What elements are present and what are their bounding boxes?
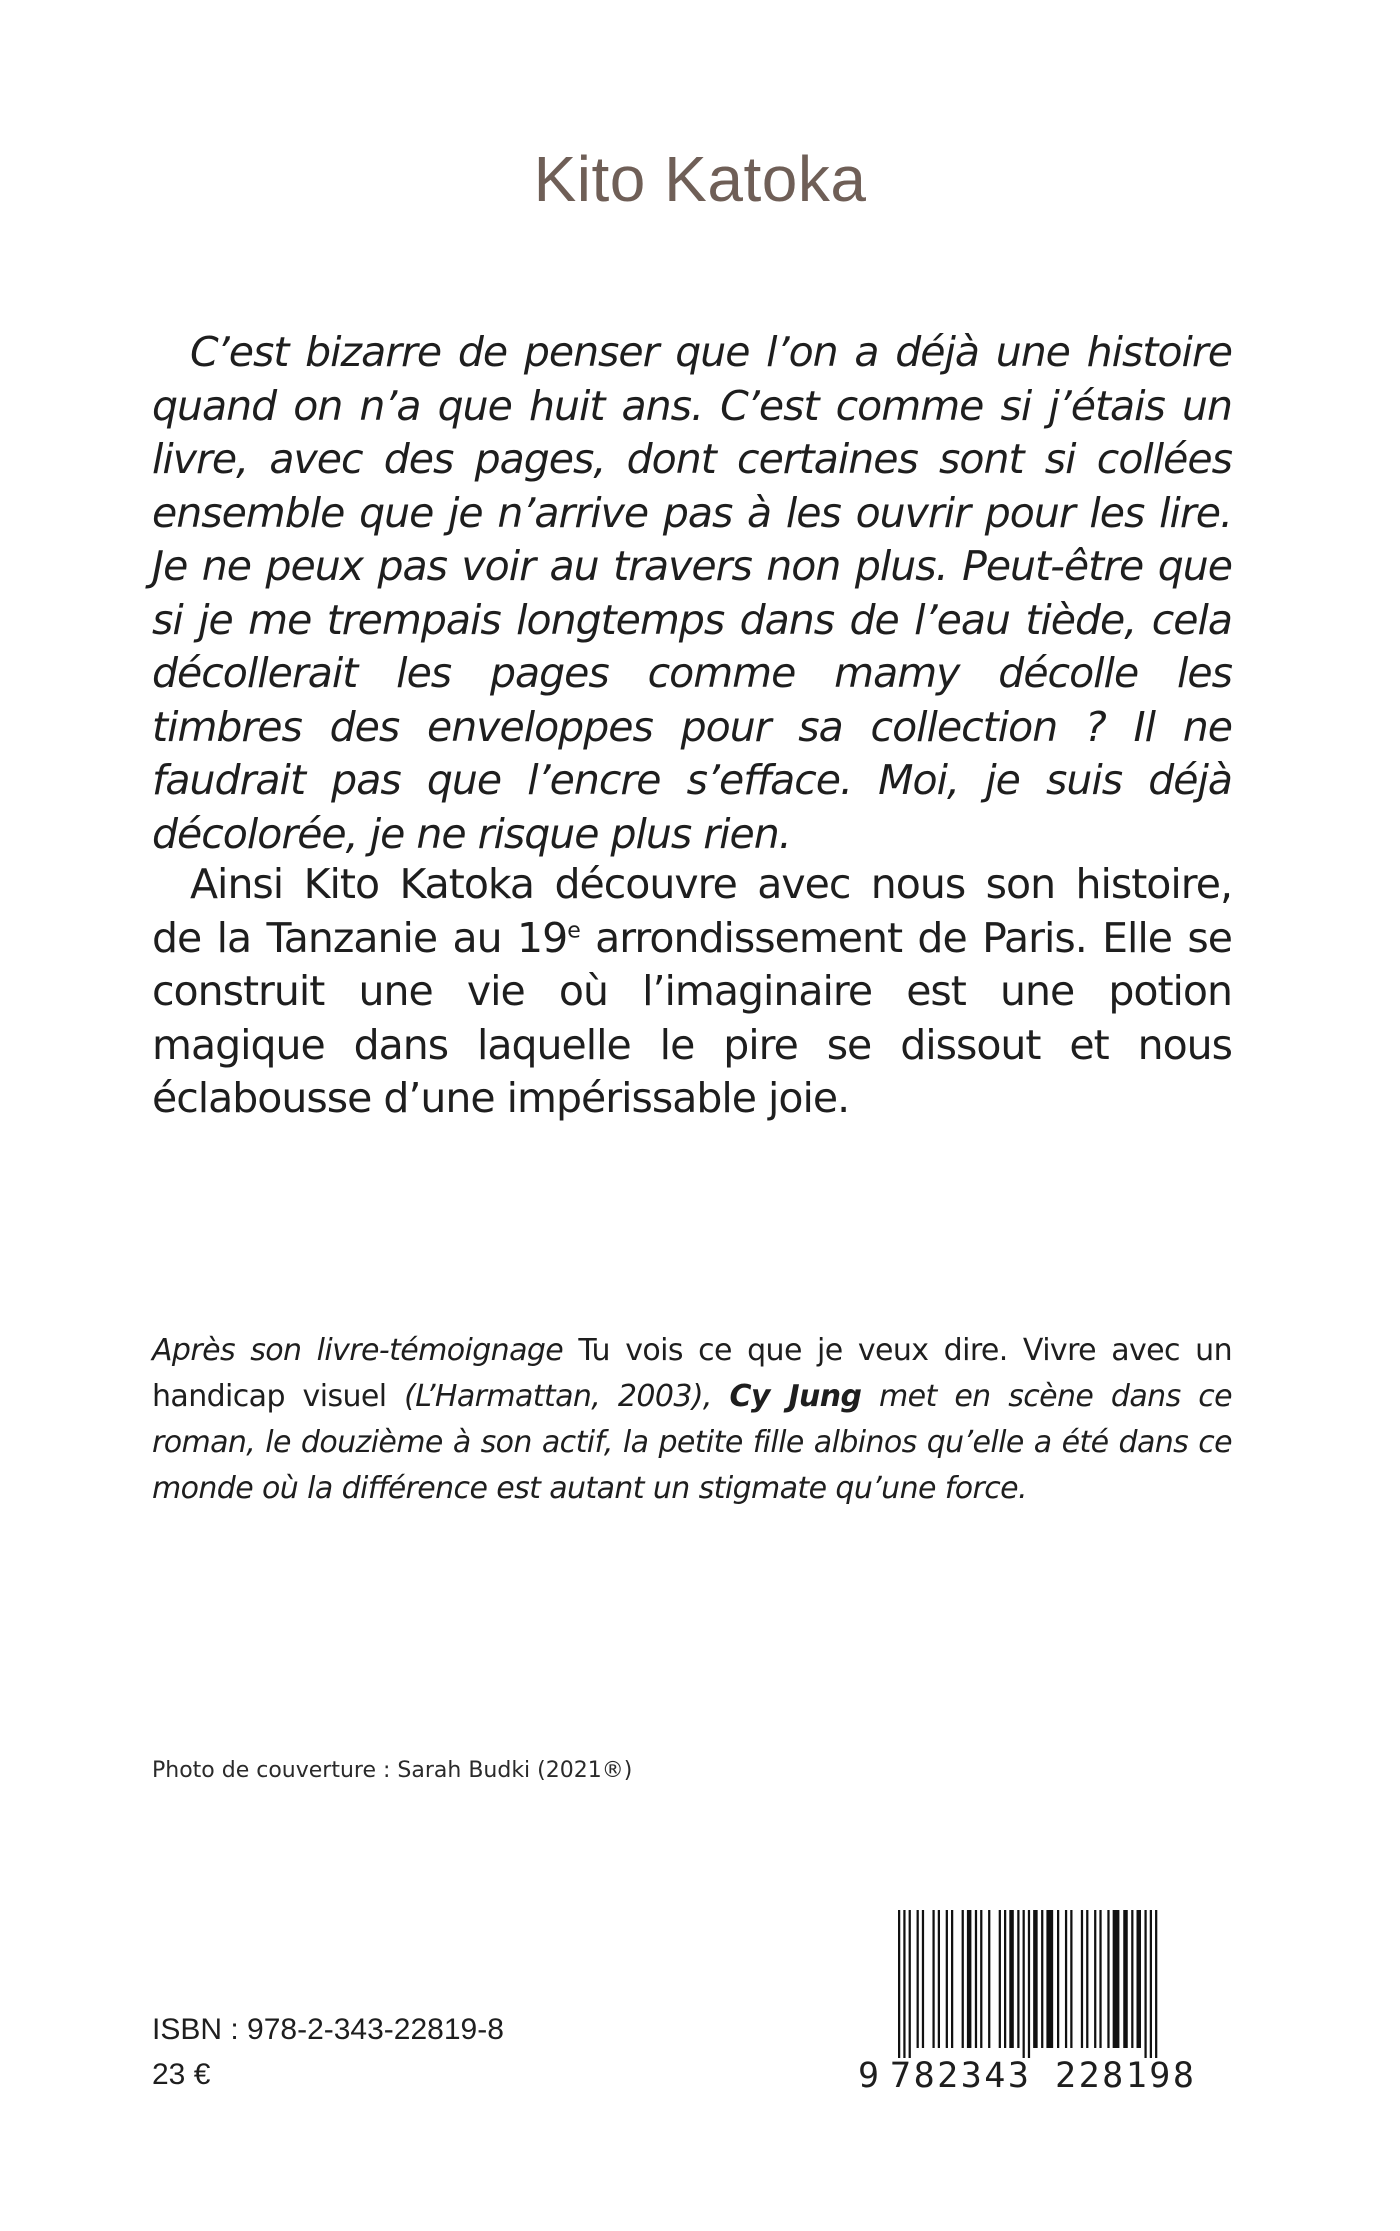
synopsis-text-start: Ainsi Kito Katoka découvre avec nous son histoire, de la Tanzanie au 19 — [152, 860, 1232, 962]
price-label: 23 € — [152, 2058, 211, 2091]
barcode-bar — [1094, 1910, 1096, 2048]
barcode-first-digit: 9 — [858, 2056, 882, 2096]
barcode-bar — [1023, 1910, 1025, 2058]
barcode-bar — [1123, 1910, 1128, 2048]
barcode-bar — [1086, 1910, 1088, 2048]
barcode-bar — [1144, 1910, 1146, 2058]
synopsis-text-end: arrondissement de Paris. Elle se construit une vie où l’imaginaire est une potion magique dans laquelle le pire se dissout et nous éclabousse d’une impérissable joie. — [152, 913, 1233, 1122]
author-blurb — [152, 1328, 1232, 1512]
barcode-digits: 782343 228198 — [890, 2056, 1197, 2096]
publisher-info: (L’Harmattan, 2003), — [404, 1379, 730, 1414]
book-title: Kito Katoka — [533, 143, 867, 215]
barcode-bar — [1057, 1910, 1059, 2048]
barcode-bar — [1131, 1910, 1133, 2048]
barcode-bar — [938, 1910, 940, 2048]
barcode-bar — [1009, 1910, 1014, 2048]
barcode-bar — [1099, 1910, 1101, 2048]
barcode-bar — [999, 1910, 1001, 2048]
barcode-bar — [917, 1910, 919, 2048]
barcode-bar — [946, 1910, 948, 2048]
isbn-label: ISBN : 978-2-343-22819-8 — [152, 2013, 504, 2046]
barcode-bar — [975, 1910, 977, 2048]
barcode-bar — [932, 1910, 934, 2048]
author-blurb-rest: met en scène dans ce roman, le douzième à son actif, la petite fille albinos qu’elle a été dans ce monde où la différence est autant un stigmate qu’une force. — [152, 1379, 1232, 1506]
quote-excerpt: C’est bizarre de penser que l’on a déjà une histoire quand on n’a que huit ans. C’est comme si j’étais un livre, avec des pages, dont certaines sont si collées ensemble que je n’arrive pas à les ouvrir pour les lire. Je ne peux pas voir au travers non plus. Peut-être que si je me trempais longtemps dans de l’eau tiède, cela décollerait les pages comme mamy décolle les timbres des enveloppes pour sa collection ? Il ne faudrait pas que l’encre s’efface. Moi, je suis déjà décolorée, je ne risque plus rien. — [152, 328, 1232, 858]
barcode-bar — [1041, 1910, 1043, 2048]
barcode-bar — [903, 1910, 905, 2058]
barcode-bar — [1033, 1910, 1038, 2048]
photo-credit: Photo de couverture : Sarah Budki (2021®) — [152, 1758, 633, 1783]
barcode-bar — [951, 1910, 953, 2048]
barcode-bar — [1113, 1910, 1120, 2048]
barcode-bar — [1137, 1910, 1142, 2048]
ordinal-superscript: e — [567, 917, 580, 943]
barcode-bar — [980, 1910, 982, 2048]
barcode-bar — [967, 1910, 972, 2048]
barcode-bar — [1028, 1910, 1030, 2058]
barcode-bar — [898, 1910, 900, 2058]
barcode-bar — [988, 1910, 990, 2048]
barcode-bar — [1155, 1910, 1157, 2058]
previous-book-title: Tu vois ce que je veux dire. Vivre avec un handicap visuel — [152, 1333, 1232, 1414]
barcode-bar — [1070, 1910, 1072, 2048]
barcode-bar — [1046, 1910, 1053, 2048]
barcode-bar — [1081, 1910, 1083, 2048]
barcode-bar — [1004, 1910, 1006, 2048]
barcode-bar — [1107, 1910, 1109, 2048]
barcode-bar — [1065, 1910, 1067, 2048]
barcode-bar — [922, 1910, 924, 2048]
barcode-bar — [909, 1910, 911, 2058]
barcode-bars — [898, 1910, 1216, 2058]
author-blurb-intro: Après son livre-témoignage — [152, 1333, 579, 1368]
barcode-bar — [1150, 1910, 1152, 2058]
author-name: Cy Jung — [729, 1379, 862, 1414]
barcode-bar — [1017, 1910, 1019, 2048]
synopsis-paragraph — [152, 858, 1232, 1126]
barcode-bar — [962, 1910, 964, 2048]
barcode — [858, 1910, 1222, 2100]
